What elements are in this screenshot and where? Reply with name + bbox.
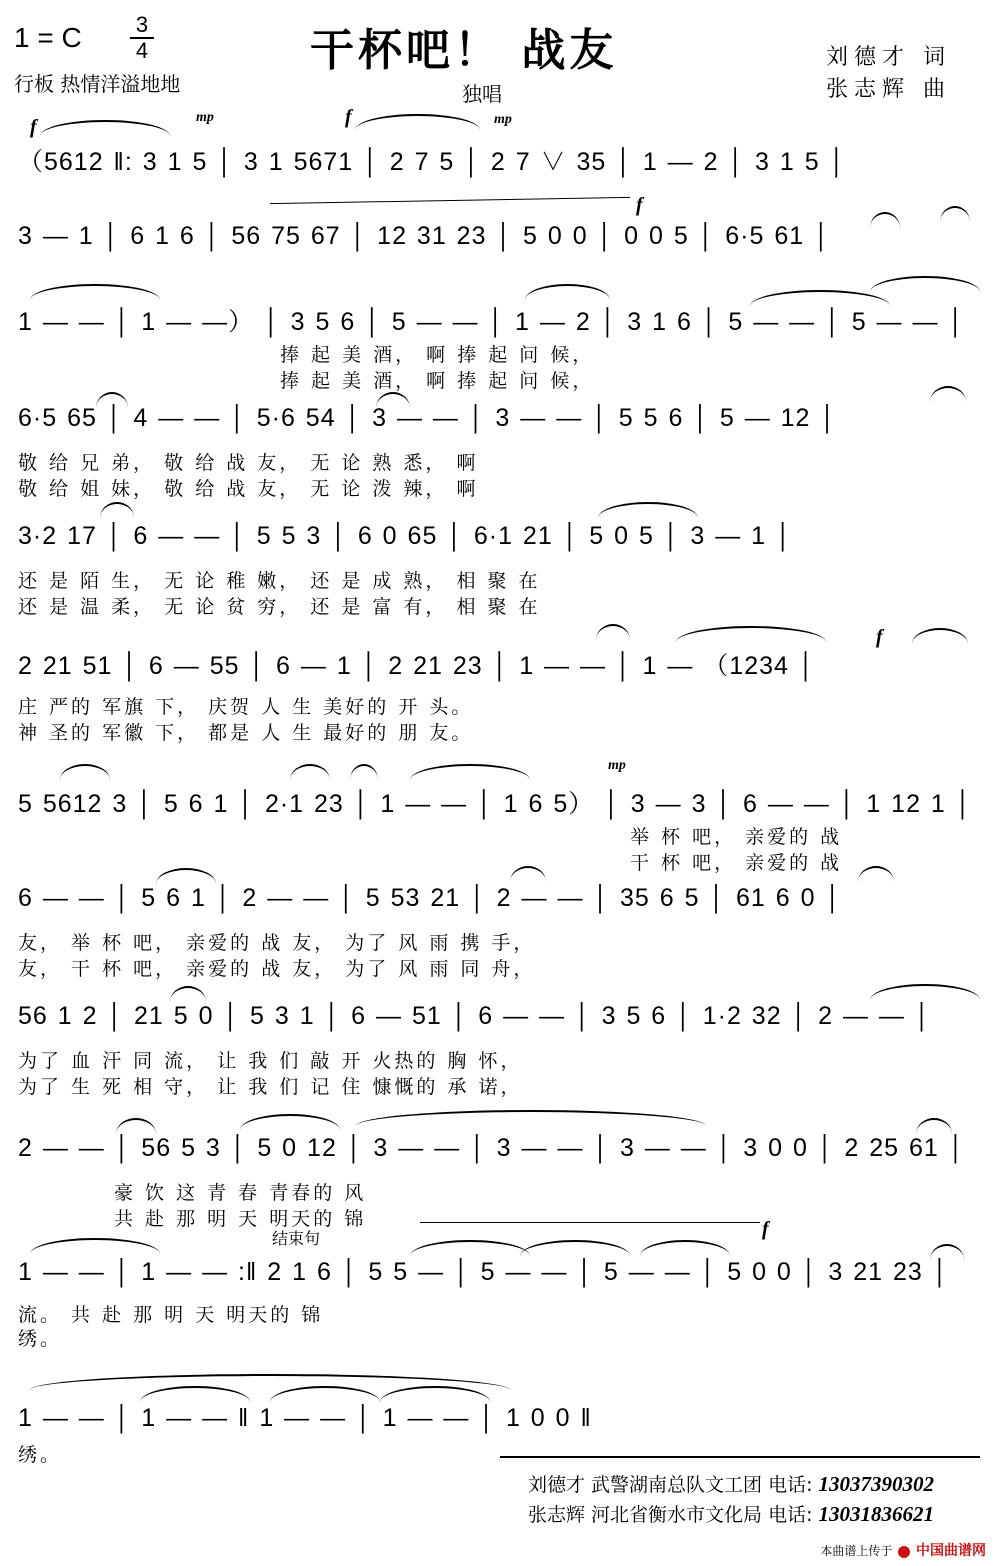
lyric-verse-2: 敬 给 姐 妹， 敬 给 战 友， 无 论 泼 辣， 啊 [18,478,479,500]
slur [410,764,530,780]
footer-divider [500,1456,980,1458]
contact-composer-phone: 13031836621 [818,1502,935,1526]
lyric-verse-2: 干 杯 吧， 亲爱的 战 [630,852,843,874]
lyric-verse-1: 豪 饮 这 青 春 青春的 风 [114,1182,367,1204]
slur [356,1110,706,1126]
slur [520,1240,630,1256]
dynamic-forte: f [345,106,352,128]
dynamic-forte: f [636,194,643,216]
key-signature: 1 = C [14,22,82,53]
notation-line-11: 1 — — │ 1 — — :‖ 2 1 6 │ 5 5 — │ 5 — — │ 5 — — │ 5 0 0 │ 3 21 23 │ [18,1258,950,1286]
slur [170,986,206,1002]
notation-line-10: 2 — — │ 56 5 3 │ 5 0 12 │ 3 — — │ 3 — — │ 3 — — │ 3 0 0 │ 2 25 61 │ [18,1134,966,1162]
lyric-verse-2: 捧 起 美 酒， 啊 捧 起 问 候， [280,370,595,392]
slur [350,764,378,780]
lyric-verse-1: 为了 血 汗 同 流， 让 我 们 敲 开 火热的 胸 怀， [18,1050,523,1072]
slur [916,1118,952,1134]
notation-line-8: 6 — — │ 5 6 1 │ 2 — — │ 5 53 21 │ 2 — — │ 35 6 5 │ 61 6 0 │ [18,884,843,912]
slur [60,764,110,780]
notation-line-3: 1 — — │ 1 — —） │ 3 5 6 │ 5 — — │ 1 — 2 │ 3 1 6 │ 5 — — │ 5 — — │ [18,308,966,336]
ending-label: 结束句 [272,1229,321,1248]
slur [30,284,160,300]
dynamic-mezzo-piano: mp [494,112,512,127]
contact-lyricist-phone: 13037390302 [818,1472,935,1496]
site-logo-icon [898,1546,910,1558]
lyric-verse-2: 神 圣的 军徽 下， 都是 人 生 最好的 朋 友。 [18,722,474,744]
slur [410,1240,530,1256]
contact-lyricist-name: 刘德才 武警湖南总队文工团 电话: [528,1474,813,1496]
dynamic-mezzo-piano: mp [196,110,214,125]
time-signature-bottom: 4 [135,38,149,63]
slur [640,1240,730,1256]
time-signature-top: 3 [135,12,149,37]
contact-composer-name: 张志辉 河北省衡水市文化局 电话: [528,1504,813,1526]
notation-line-6: 2 21 51 │ 6 — 55 │ 6 — 1 │ 2 21 23 │ 1 — — │ 1 — （1234 │ [18,652,816,680]
time-signature [130,14,154,62]
slur [676,626,826,642]
tempo-marking: 行板 热情洋溢地地 [14,72,181,96]
lyric-verse-1: 捧 起 美 酒， 啊 捧 起 问 候， [280,344,595,366]
crescendo-hairpin [270,197,630,212]
notation-line-7: 5 5612 3 │ 5 6 1 │ 2·1 23 │ 1 — — │ 1 6 5） │ 3 — 3 │ 6 — — │ 1 12 1 │ [18,790,973,818]
dynamic-mezzo-piano: mp [608,758,626,773]
slur [598,502,698,518]
performance-type: 独唱 [462,82,502,106]
lyric-verse-1: 流。 共 赴 那 明 天 明天的 锦 [18,1304,324,1326]
lyricist-credit: 刘德才 词 [826,45,951,70]
slur [870,984,980,1000]
composer-credit: 张志辉 曲 [826,77,951,102]
lyric-verse-2: 友， 干 杯 吧， 亲爱的 战 友， 为了 风 雨 同 舟， [18,958,536,980]
upload-text: 本曲谱上传于 [820,1544,893,1558]
dynamic-forte: f [876,626,883,648]
crescendo-hairpin [420,1222,760,1231]
lyric-verse-1: 还 是 陌 生， 无 论 稚 嫩， 还 是 成 熟， 相 聚 在 [18,570,541,592]
slur [240,1114,340,1130]
notation-line-9: 56 1 2 │ 21 5 0 │ 5 3 1 │ 6 — 51 │ 6 — — │ 3 5 6 │ 1·2 32 │ 2 — — │ [18,1002,932,1030]
contact-composer [528,1500,934,1527]
lyric-verse-1: 绣。 [18,1444,63,1466]
dynamic-forte: f [30,116,37,138]
lyric-verse-2: 绣。 [18,1328,63,1350]
page-title: 干杯吧！ 战友 [310,25,618,76]
dynamic-forte: f [762,1218,769,1240]
lyric-verse-1: 举 杯 吧， 亲爱的 战 [630,826,843,848]
slur [525,284,610,300]
notation-line-12: 1 — — │ 1 — — ‖ 1 — — │ 1 — — │ 1 0 0 ‖ [18,1404,592,1432]
slur [596,624,630,640]
slur [940,206,970,222]
slur [290,764,330,780]
slur [870,276,980,292]
lyric-verse-2: 为了 生 死 相 守， 让 我 们 记 住 慷慨的 承 诺， [18,1076,523,1098]
lyric-verse-1: 友， 举 杯 吧， 亲爱的 战 友， 为了 风 雨 携 手， [18,932,536,954]
notation-line-4: 6·5 65 │ 4 — — │ 5·6 54 │ 3 — — │ 3 — — │ 5 5 6 │ 5 — 12 │ [18,404,838,432]
slur [100,502,134,518]
upload-credit [820,1540,986,1560]
notation-line-1: （5612 ‖: 3 1 5 │ 3 1 5671 │ 2 7 5 │ 2 7 ∨ 35 │ 1 — 2 │ 3 1 5 │ [18,148,847,176]
lyric-verse-2: 共 赴 那 明 天 明天的 锦 [114,1208,367,1230]
lyric-verse-2: 还 是 温 柔， 无 论 贫 穷， 还 是 富 有， 相 聚 在 [18,596,541,618]
slur [355,114,480,130]
slur [30,1238,160,1254]
notation-line-5: 3·2 17 │ 6 — — │ 5 5 3 │ 6 0 65 │ 6·1 21 │ 5 0 5 │ 3 — 1 │ [18,522,793,550]
upload-site-link[interactable]: 中国曲谱网 [916,1543,986,1559]
slur [40,120,170,136]
notation-line-2: 3 — 1 │ 6 1 6 │ 56 75 67 │ 12 31 23 │ 5 0 0 │ 0 0 5 │ 6·5 61 │ [18,222,831,250]
slur [116,1118,156,1134]
lyric-verse-1: 敬 给 兄 弟， 敬 给 战 友， 无 论 熟 悉， 啊 [18,452,479,474]
contact-lyricist [528,1470,934,1497]
lyric-verse-1: 庄 严的 军旗 下， 庆贺 人 生 美好的 开 头。 [18,696,474,718]
slur [912,628,968,644]
